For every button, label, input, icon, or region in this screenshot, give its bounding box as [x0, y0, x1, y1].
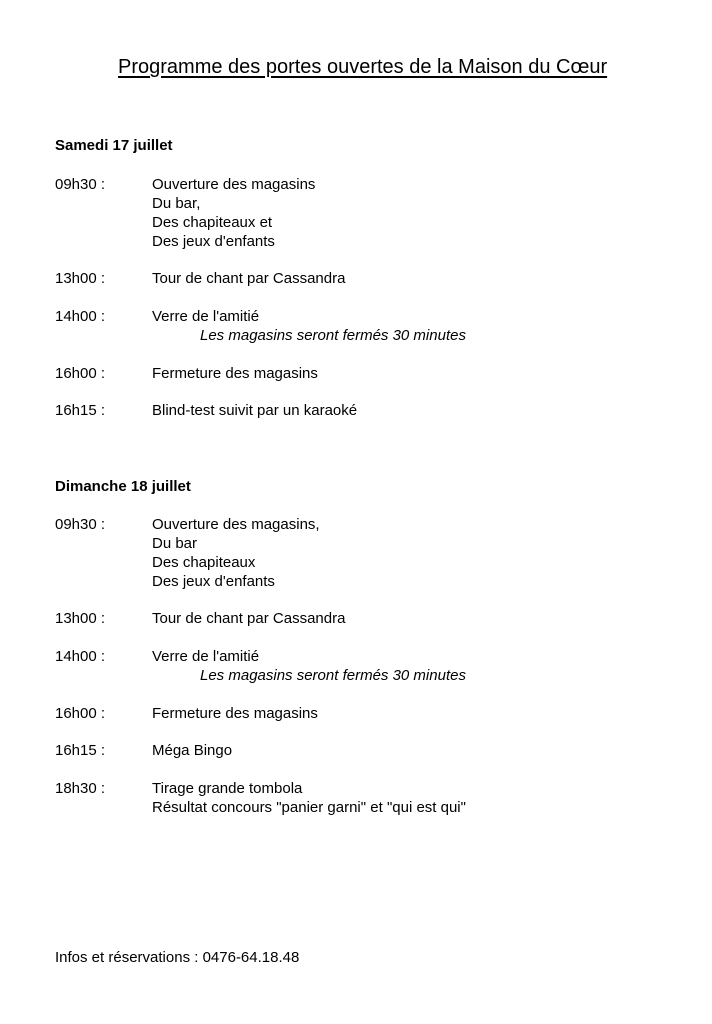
entry-lines: [152, 364, 318, 383]
footer-contact: Infos et réservations : 0476-64.18.48: [55, 949, 300, 966]
entry-line: Tirage grande tombola: [152, 780, 303, 797]
entry-line: Méga Bingo: [152, 742, 233, 759]
entry-line: Du bar: [152, 535, 198, 552]
entry-time: 09h30 :: [55, 176, 106, 193]
page-title: Programme des portes ouvertes de la Maison du Cœur: [118, 56, 608, 78]
entry-lines: [152, 647, 466, 685]
entry-line: Des jeux d'enfants: [152, 573, 275, 590]
entry-line: Blind-test suivit par un karaoké: [152, 402, 358, 419]
entry-line: Des chapiteaux et: [152, 214, 273, 231]
entry-lines: [152, 269, 345, 288]
entry-line: Résultat concours "panier garni" et "qui est qui": [152, 799, 466, 816]
entry-line: Ouverture des magasins,: [152, 516, 320, 533]
entry-lines: [152, 741, 232, 760]
entry-line: Verre de l'amitié: [152, 648, 260, 665]
entry-time: 16h00 :: [55, 705, 106, 722]
entry-line: Tour de chant par Cassandra: [152, 270, 346, 287]
entry-time: 16h15 :: [55, 742, 106, 759]
entry-lines: [152, 515, 320, 591]
entry-note: Les magasins seront fermés 30 minutes: [200, 327, 466, 344]
entry-lines: [152, 307, 466, 345]
entry-time: 16h15 :: [55, 402, 106, 419]
entry-line: Des chapiteaux: [152, 554, 256, 571]
entry-line: Des jeux d'enfants: [152, 233, 275, 250]
entry-lines: [152, 704, 318, 723]
entry-time: 14h00 :: [55, 308, 106, 325]
entry-time: 16h00 :: [55, 365, 106, 382]
entry-lines: [152, 609, 345, 628]
entry-note: Les magasins seront fermés 30 minutes: [200, 667, 466, 684]
entry-time: 09h30 :: [55, 516, 106, 533]
entry-line: Du bar,: [152, 195, 201, 212]
day-heading: Dimanche 18 juillet: [55, 478, 191, 495]
entry-lines: [152, 175, 315, 251]
entry-lines: [152, 401, 357, 420]
entry-lines: [152, 779, 466, 817]
entry-line: Tour de chant par Cassandra: [152, 610, 346, 627]
day-heading: Samedi 17 juillet: [55, 137, 173, 154]
entry-time: 18h30 :: [55, 780, 106, 797]
entry-time: 14h00 :: [55, 648, 106, 665]
entry-time: 13h00 :: [55, 270, 106, 287]
entry-line: Fermeture des magasins: [152, 365, 318, 382]
entry-line: Fermeture des magasins: [152, 705, 318, 722]
entry-line: Verre de l'amitié: [152, 308, 260, 325]
entry-line: Ouverture des magasins: [152, 176, 316, 193]
entry-time: 13h00 :: [55, 610, 106, 627]
